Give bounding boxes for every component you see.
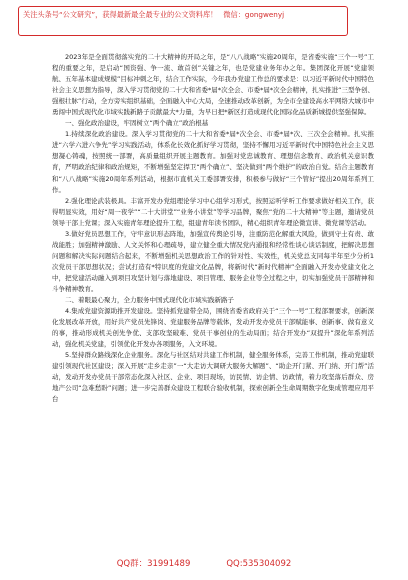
- item-3-paragraph: 3.做好党员思想工作，守牢意识形态阵地，加强宣传舆论引导，注重防范化解重大风险，做到守土有责、敢战能胜；加强精神激励、人文关怀和心理疏导，建立健全重大情况党内通报和经常性谈心谈话制度，把解决思想问题和解决实际问题结合起来，不断增强机关思想政治工作的针对性、实效性，机关党总支同每半年至少分析1次党员干部思想状况；尝试打造有*特识度的党建文化品牌，将新时代“新时代精神”全面融入开发办党建文化之中，把党建活动融入到项目攻坚计划与落地建设、项目管理、服务企业等全过程之中，切实加强党员干部精神和斗争精神教育。: [52, 229, 374, 293]
- section-1-heading: 一、强化政治建设，牢固树立“两个确立”政治根基: [65, 119, 209, 128]
- contact-footer: [0, 557, 408, 571]
- intro-paragraph: 2023年是全面贯彻落实党的二十大精神的开局之年，是“八八战略”实施20周年，是省委实施“三个一号”工程的重要之年，是启动“国资强、争一流、敢首创”关键之年，也是党建业务年办之年。集团深化开展“党建领航、五年基本建成规模”目标冲刺之年，结合工作实际，今年我办党建工作总的要求是：以习近平新时代中国特色社会主义思想为指导，深入学习贯彻党的二十大和省委*届*次全会、市委*届*次全会精神，扎实推进“三型争创、强根壮脉”行动，全方旁实组织基础，全面融入中心大局，全速推动改革创新，为全市全建设高水平网络大城市中勇闯中国式现代化市域实践新路子贡献最大*力量，为早日把*新区打造成现代化国际化品质新城提供坚强保障。: [52, 53, 374, 117]
- promo-banner-text: 关注头条号“公文研究”，获得最新最全最专业的公文资料库！: [23, 10, 218, 19]
- section-2-heading: 二、着眼最心聚力，全力服务中国式现代化市域实践新路子: [65, 296, 234, 305]
- item-2-paragraph: 2.强化理论武装极具。丰富开发办党组理论学习中心组学习形式，按照运听学听工作要求做好相关工作，获得明显实效，用好“周一夜学”“二十大讲堂”“业务小讲堂”等学习品牌，聚焦“党的二十大精神”等主题，邀请党员领导干部上党课；深入实施青年理论提升工程，组建青年读书团队，精心组织青年理论微宣讲、微党课等活动。: [52, 196, 374, 227]
- document-body: [52, 52, 374, 406]
- promo-banner[interactable]: [18, 6, 348, 36]
- item-5-paragraph: 5.坚持群众路线深化企业服务。深化与社区结对共建工作机制，健全服务体系，完善工作机制，推动党建联建引领现代社区建设；深入开展“走乡走亲”一“大走访大调研大服务大解题”、“助企开门紧、开门纳、开门帮”活动，发动开发办党员干部常态化深入社区、企业、项目现场，访民情、访企情、访政情，着力攻坚落后群众、房地产公司“急难愁盼”问题；进一步完善群众建设工程联合验收机制，探索创新全生命周期数字化集成管理应用平台: [52, 351, 374, 404]
- item-1-paragraph: 1.持续深化政治建设。深入学习贯彻党的二十大和省委*届*次全会、市委*届*次、三次全会精神。扎实推进“六学六进六争先”学习实践活动，体系化长效化抓好学习贯彻，坚持不懈用习近平新时代中国特色社会主义思想凝心铸魂，按照统一部署，高质量组织开展主题教育。加强对党忠诚教育、理想信念教育、政治机关意识教育，严明政治纪律和政治规矩，不断增强坚定捍卫“两个确立”、坚决做到“两个维护”的政治自觉。结合主题教育和“八八战略”实施20周年系列活动，根据市直机关工委部署安排，积极参与做好“三个管好”提出20周年系列工作。: [52, 130, 374, 194]
- wechat-handle: 微信：gongwenyj: [223, 10, 285, 19]
- item-4-paragraph: 4.集成党建资源助推开发建设。坚持抓党建带全局，围绕省委省政府关于“三个一号”工程部署要求，创新深化发展改革开放，用好共产党员先锋岗、党建服务品牌等载体，发动开发办党员干部赋能事、创新事、做有意义的事，推动形成机关创先争优、支部攻坚破难、党员干事创业的生动局面；结合开发办“双提升”深化年系列活动，强化机关党建，引领优化开发办各项服务，入文环境。: [52, 307, 374, 349]
- qq-number-label: QQ:535304092: [226, 559, 292, 569]
- qq-group-label: QQ群：31991489: [116, 559, 191, 569]
